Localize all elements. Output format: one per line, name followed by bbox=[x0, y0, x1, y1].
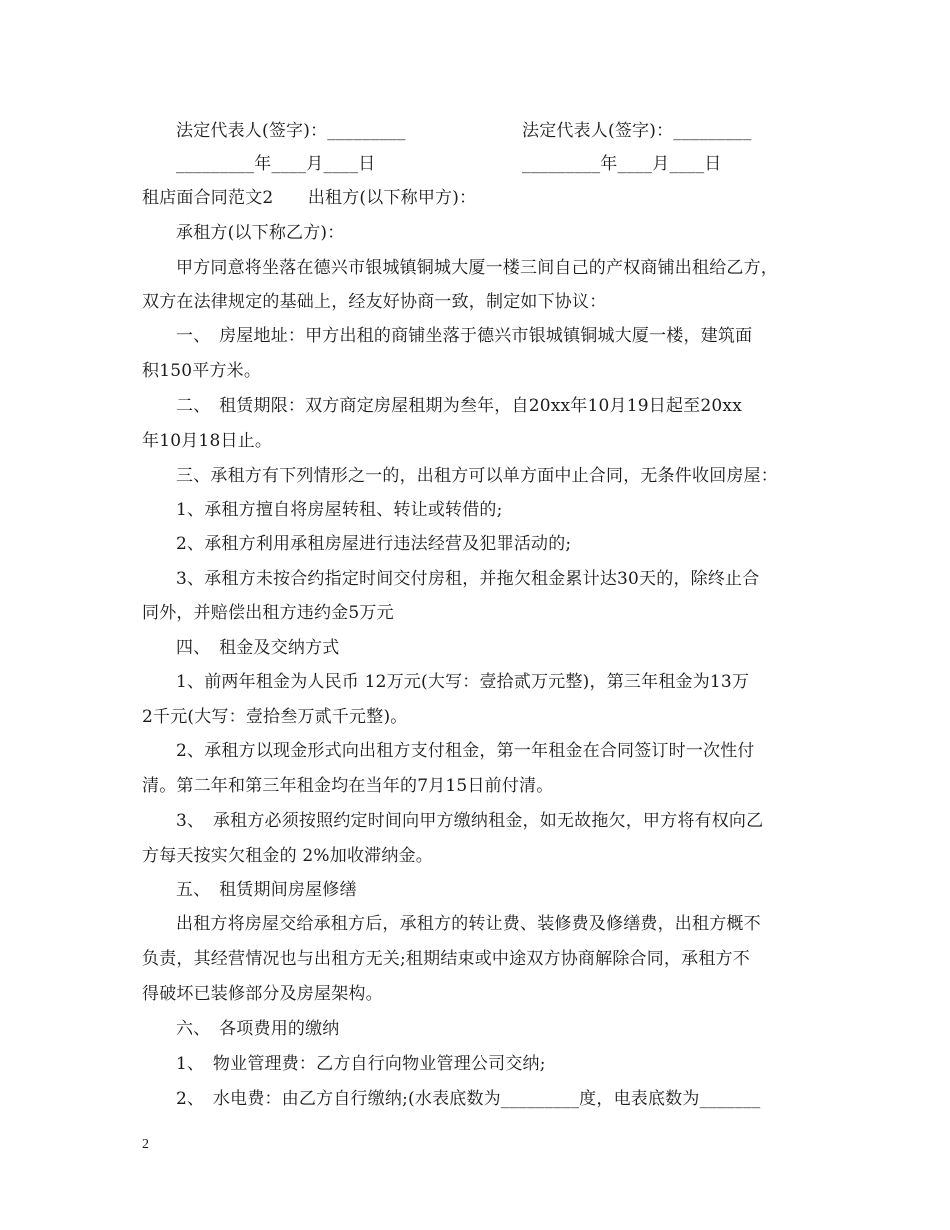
left-signature-date: _________年____月____日 bbox=[176, 154, 376, 174]
paragraph-line: 年10月18日止。 bbox=[142, 431, 273, 451]
paragraph-line: 清。第二年和第三年租金均在当年的7月15日前付清。 bbox=[142, 776, 554, 796]
paragraph-line: 负责，其经营情况也与出租方无关;租期结束或中途双方协商解除合同，承租方不 bbox=[142, 949, 750, 969]
right-signature-date: _________年____月____日 bbox=[522, 154, 722, 174]
paragraph-line: 双方在法律规定的基础上，经友好协商一致，制定如下协议： bbox=[142, 292, 607, 312]
list-item: 3、承租方未按合约指定时间交付房租，并拖欠租金累计达30天的，除终止合 bbox=[176, 569, 760, 589]
clause-heading: 一、 房屋地址：甲方出租的商铺坐落于德兴市银城镇铜城大厦一楼，建筑面 bbox=[176, 326, 753, 346]
left-representative-signature: 法定代表人(签字)：_________ bbox=[176, 121, 406, 141]
paragraph-line: 2千元(大写：壹拾叁万贰千元整)。 bbox=[142, 707, 408, 727]
list-item: 1、 物业管理费：乙方自行向物业管理公司交纳; bbox=[176, 1054, 546, 1074]
paragraph-line: 承租方(以下称乙方)： bbox=[176, 223, 345, 243]
right-representative-signature: 法定代表人(签字)：_________ bbox=[522, 121, 752, 141]
list-item: 1、前两年租金为人民币 12万元(大写：壹拾贰万元整)，第三年租金为13万 bbox=[176, 672, 750, 692]
paragraph-line: 方每天按实欠租金的 2%加收滞纳金。 bbox=[142, 846, 433, 866]
clause-heading: 五、 租赁期间房屋修缮 bbox=[176, 880, 357, 900]
list-item: 2、承租方利用承租房屋进行违法经营及犯罪活动的; bbox=[176, 534, 572, 554]
clause-heading: 六、 各项费用的缴纳 bbox=[176, 1019, 340, 1039]
list-item: 2、承租方以现金形式向出租方支付租金，第一年租金在合同签订时一次性付 bbox=[176, 741, 755, 761]
list-item: 2、 水电费：由乙方自行缴纳;(水表底数为_________度，电表底数为_______ bbox=[176, 1089, 761, 1109]
clause-heading: 二、 租赁期限：双方商定房屋租期为叁年，自20xx年10月19日起至20xx bbox=[176, 396, 742, 416]
paragraph-line: 同外，并赔偿出租方违约金5万元 bbox=[142, 603, 394, 623]
paragraph-line: 出租方将房屋交给承租方后，承租方的转让费、装修费及修缮费，出租方概不 bbox=[176, 914, 761, 934]
paragraph-line: 甲方同意将坐落在德兴市银城镇铜城大厦一楼三间自己的产权商铺出租给乙方， bbox=[176, 258, 778, 278]
page-number: 2 bbox=[142, 1137, 149, 1152]
list-item: 3、 承租方必须按照约定时间向甲方缴纳租金，如无故拖欠，甲方将有权向乙 bbox=[176, 811, 764, 831]
list-item: 1、承租方擅自将房屋转租、转让或转借的; bbox=[176, 500, 503, 520]
contract-title-line: 租店面合同范文2 出租方(以下称甲方)： bbox=[142, 188, 477, 208]
paragraph-line: 得破坏已装修部分及房屋架构。 bbox=[142, 984, 383, 1004]
clause-heading: 三、承租方有下列情形之一的，出租方可以单方面中止合同，无条件收回房屋： bbox=[176, 466, 778, 486]
clause-heading: 四、 租金及交纳方式 bbox=[176, 638, 340, 658]
paragraph-line: 积150平方米。 bbox=[142, 361, 262, 381]
